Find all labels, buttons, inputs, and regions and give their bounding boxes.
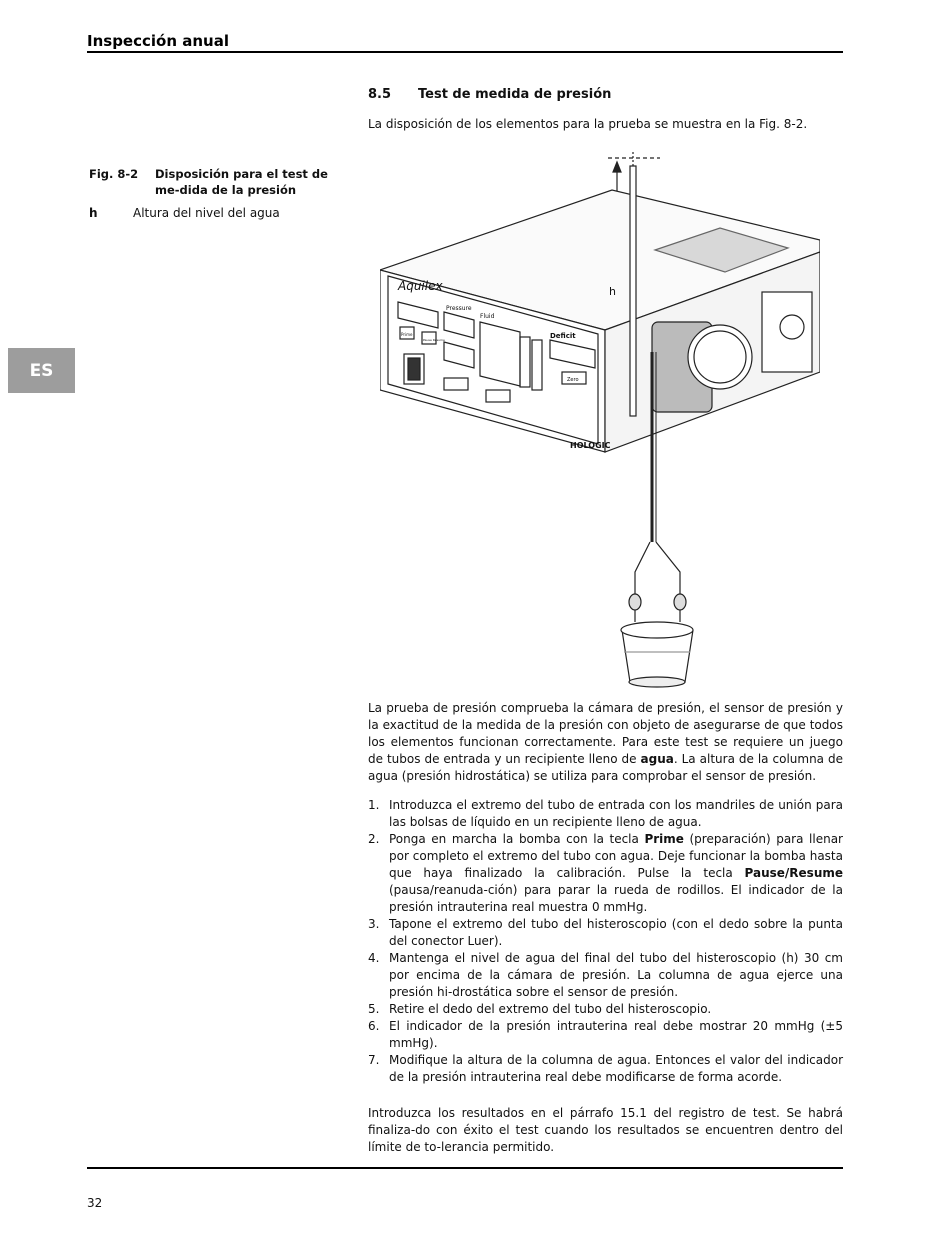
step-number: 1. (368, 798, 380, 812)
paragraph1-part1: La prueba de presión comprueba la cámara de presión, el sensor de presión y la exactitud de la medida de la presión con objeto de asegurarse de que todos los elementos funcionan correctamente. Para este test se requiere un juego de tubos de entrada y un recipiente lleno de (368, 701, 843, 766)
list-item (368, 797, 843, 831)
step-text: El indicador de la presión intrauterina real debe mostrar 20 mmHg (±5 mmHg). (389, 1019, 843, 1050)
legend-text: Altura del nivel del agua (133, 206, 280, 220)
section-heading (368, 87, 611, 102)
step-text: Tapone el extremo del tubo del histeroscopio (con el dedo sobre la punta del conector Luer). (389, 917, 843, 948)
step-text (389, 831, 843, 916)
step-number: 6. (368, 1019, 380, 1033)
paragraph-results: Introduzca los resultados en el párrafo 15.1 del registro de test. Se habrá finaliza-do con éxito el test cuando los resultados se encuentren dentro del límite de to-lerancia permitido. (368, 1106, 843, 1154)
step2-text-c: (pausa/reanuda-ción) para parar la rueda de rodillos. El indicador de la presión intrauterina real muestra 0 mmHg. (389, 883, 843, 914)
step-number: 4. (368, 951, 380, 965)
step-number: 7. (368, 1053, 380, 1067)
list-item (368, 831, 843, 916)
intro-text: La disposición de los elementos para la prueba se muestra en la Fig. 8-2. (368, 117, 808, 131)
step-number: 2. (368, 832, 380, 846)
steps-list (368, 797, 843, 1086)
header-rule (87, 51, 843, 53)
step2-text-a: Ponga en marcha la bomba con la tecla (389, 832, 645, 846)
list-item (368, 1052, 843, 1086)
brand-label: Aquilex (398, 279, 443, 293)
step2-pause-bold: Pause/Resume (744, 866, 843, 880)
section-title: Test de medida de presión (418, 87, 612, 102)
figure-legend (89, 205, 339, 222)
panel-fluid-label: Fluid (480, 313, 495, 320)
section-number: 8.5 (368, 87, 392, 102)
step-number: 3. (368, 917, 380, 931)
paragraph1-bold: agua (640, 752, 674, 766)
figure-caption-text: Disposición para el test de me-dida de la presión (155, 167, 328, 197)
list-item (368, 950, 843, 1001)
list-item (368, 916, 843, 950)
step-text: Mantenga el nivel de agua del final del tubo del histeroscopio (h) 30 cm por encima de la cámara de presión. La columna de agua ejerce una presión hi-drostática sobre el sensor de presión. (389, 951, 843, 999)
step2-text-b: (preparación) para llenar por completo el extremo del tubo con agua. Deje funcionar la bomba hasta que haya finalizado la calibración. Pulse la tecla (389, 832, 843, 880)
panel-zero-label: Zero (567, 377, 579, 383)
panel-pressure-label: Pressure (446, 305, 472, 312)
figure-caption (89, 166, 339, 198)
step2-prime-bold: Prime (644, 832, 684, 846)
paragraph1-part2: . La altura de la columna de agua (presión hidrostática) se utiliza para comprobar el sensor de presión. (368, 752, 844, 783)
figure-number: Fig. 8-2 (89, 167, 139, 181)
step-text: Retire el dedo del extremo del tubo del histeroscopio. (389, 1002, 712, 1016)
pump-setup-figure (380, 152, 820, 692)
page-header-title: Inspección anual (87, 32, 229, 50)
paragraph-pressure-test (368, 700, 843, 785)
page-number: 32 (87, 1196, 103, 1210)
maker-label: HOLOGIC (570, 441, 611, 450)
step-number: 5. (368, 1002, 380, 1016)
footer-rule (87, 1167, 843, 1169)
language-tab: ES (8, 348, 75, 393)
list-item (368, 1018, 843, 1052)
height-label: h (609, 285, 616, 298)
panel-pause-label: Pause Resume (423, 338, 445, 342)
list-item (368, 1001, 843, 1018)
panel-deficit-label: Deficit (550, 332, 576, 340)
step-text: Introduzca el extremo del tubo de entrada con los mandriles de unión para las bolsas de líquido en un recipiente lleno de agua. (389, 798, 843, 829)
legend-key: h (89, 206, 98, 220)
step-text: Modifique la altura de la columna de agua. Entonces el valor del indicador de la presión intrauterina real debe modificarse de forma acorde. (389, 1053, 843, 1084)
panel-prime-label: Prime (401, 332, 413, 337)
